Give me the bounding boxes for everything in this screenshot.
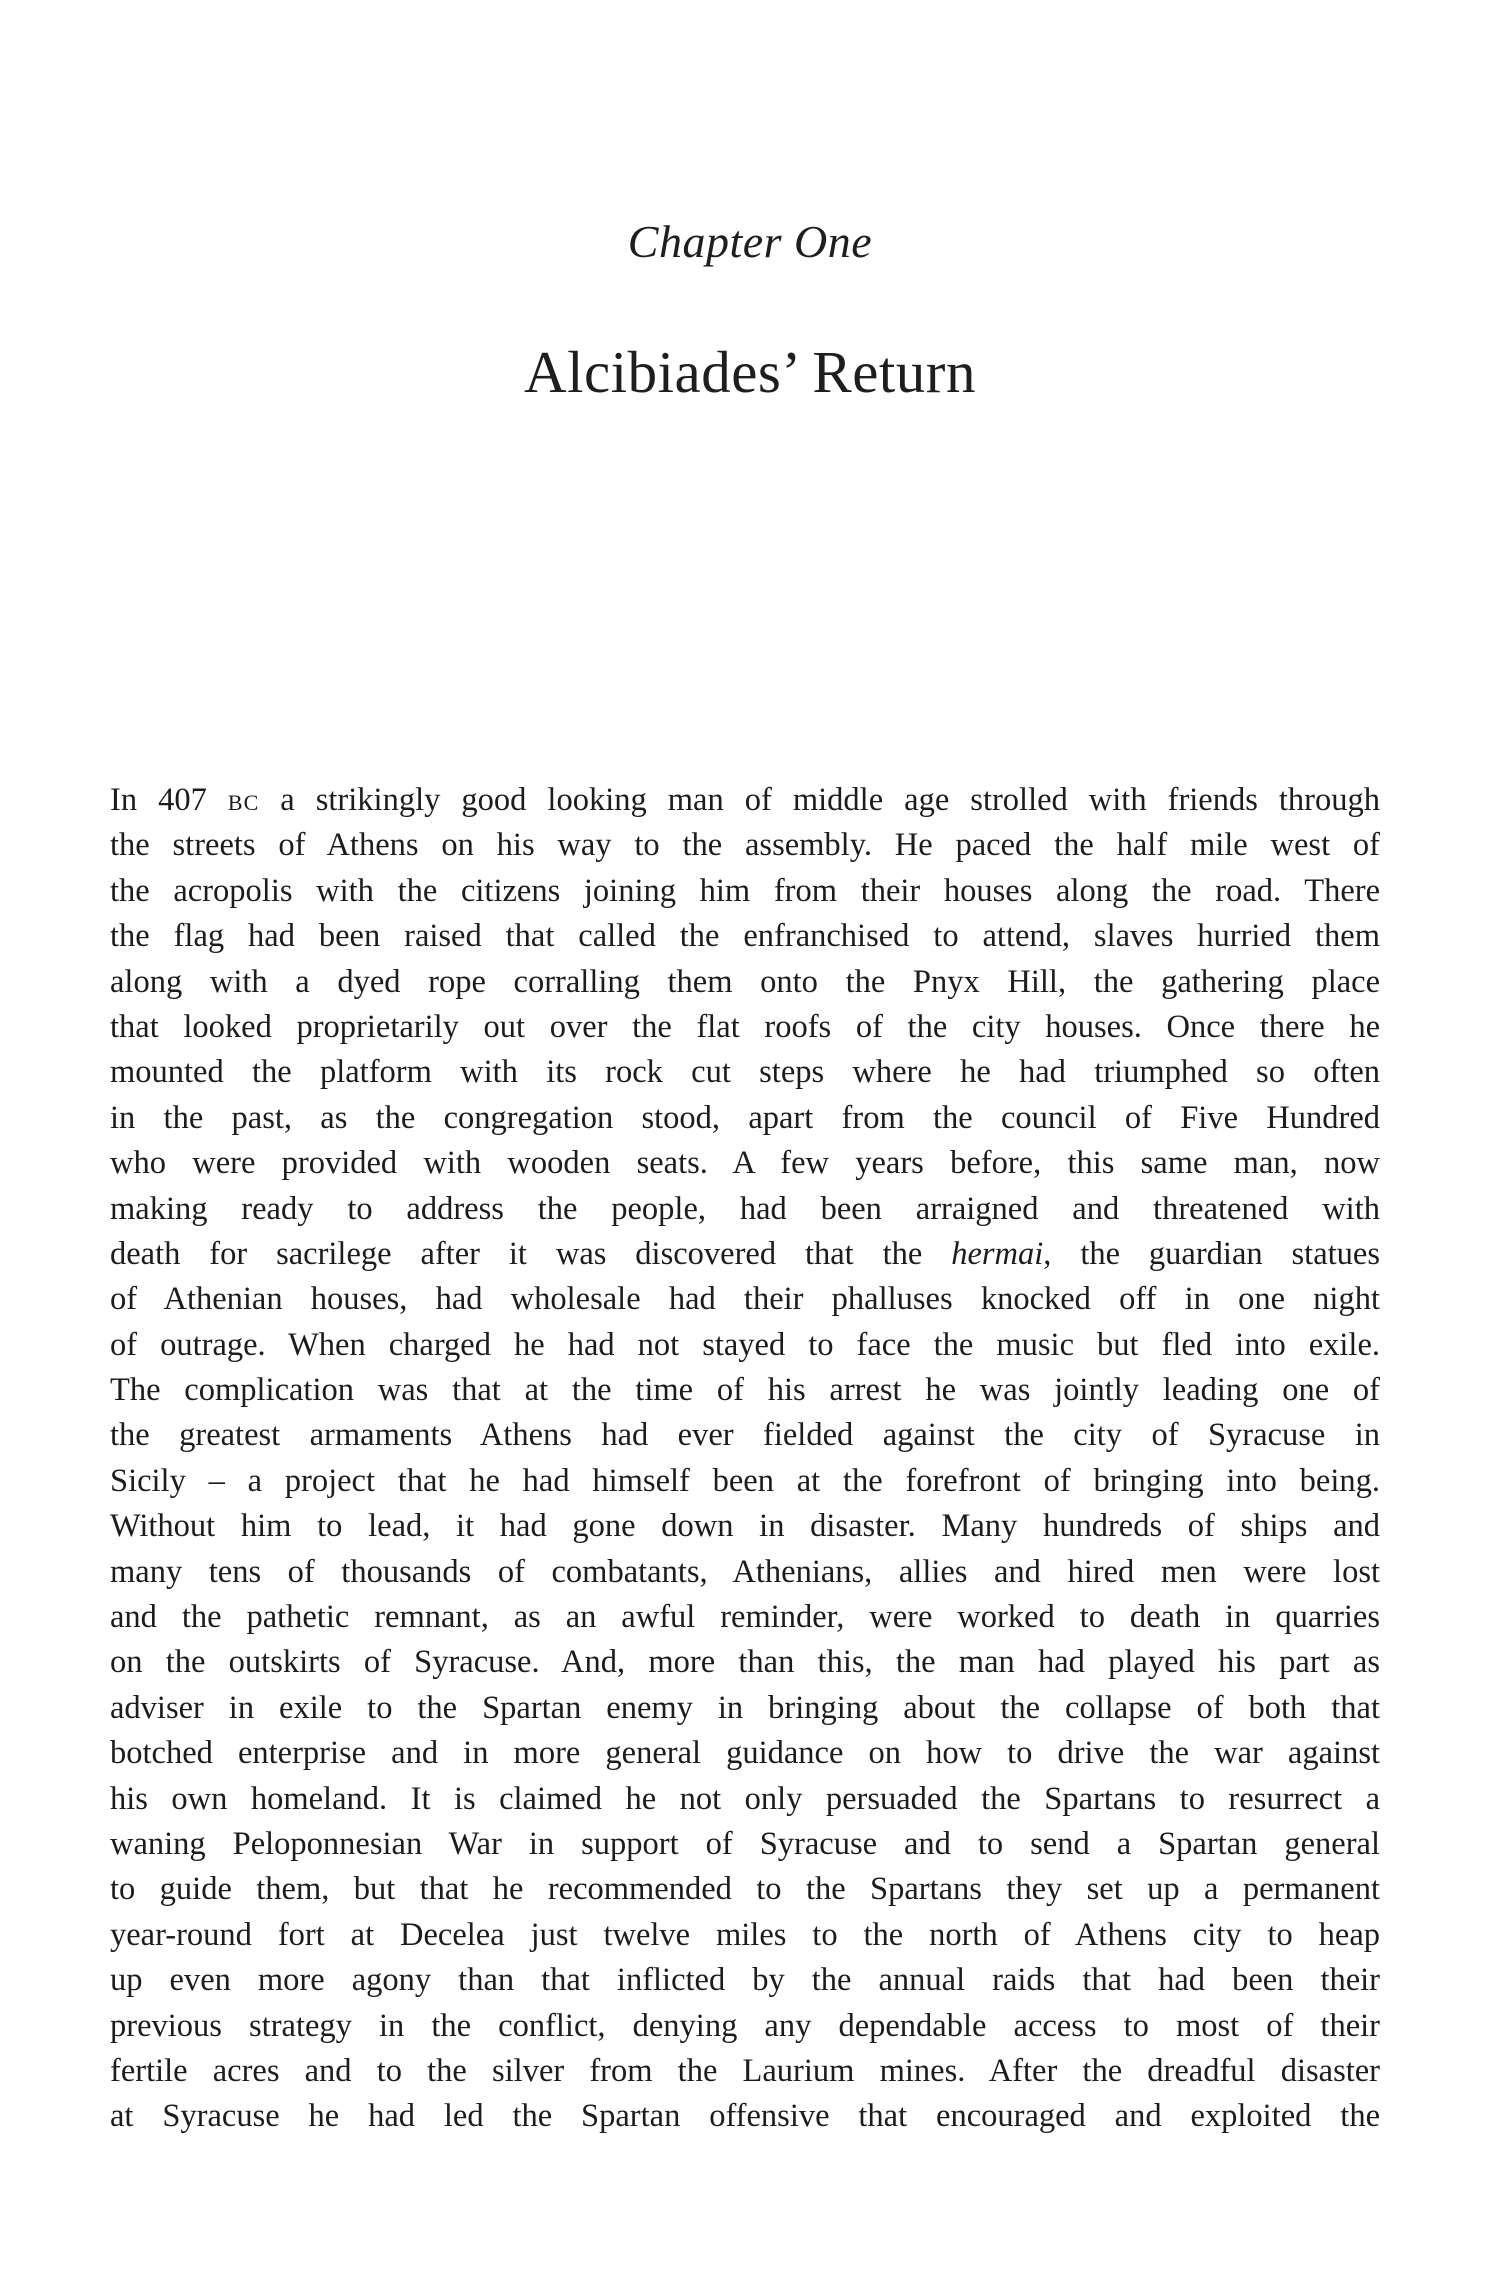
text-line: the greatest armaments Athens had ever fielded against the city of Syracuse in <box>110 1417 1380 1454</box>
text-line: and the pathetic remnant, as an awful reminder, were worked to death in quarries <box>110 1599 1380 1636</box>
text-line: botched enterprise and in more general guidance on how to drive the war against <box>110 1735 1380 1772</box>
text-line: of outrage. When charged he had not stayed to face the music but fled into exile. <box>110 1326 1380 1363</box>
text-line: at Syracuse he had led the Spartan offensive that encouraged and exploited the <box>110 2098 1380 2135</box>
text-line: up even more agony than that inflicted by the annual raids that had been their <box>110 1962 1380 1999</box>
text-line: his own homeland. It is claimed he not only persuaded the Spartans to resurrect a <box>110 1780 1380 1817</box>
body-paragraph <box>110 778 1380 2140</box>
chapter-label: Chapter One <box>627 216 873 267</box>
text-line: In 407 BC a strikingly good looking man of middle age strolled with friends through <box>110 782 1380 818</box>
text-line: making ready to address the people, had been arraigned and threatened with <box>110 1190 1380 1227</box>
text-line: the acropolis with the citizens joining him from their houses along the road. There <box>110 872 1380 909</box>
text-line: that looked proprietarily out over the flat roofs of the city houses. Once there he <box>110 1008 1380 1045</box>
text-line: who were provided with wooden seats. A few years before, this same man, now <box>110 1145 1380 1182</box>
small-caps-era: BC <box>227 790 260 815</box>
text-line: waning Peloponnesian War in support of Syracuse and to send a Spartan general <box>110 1825 1380 1862</box>
text-line: the flag had been raised that called the enfranchised to attend, slaves hurried them <box>110 918 1380 955</box>
text-line: mounted the platform with its rock cut steps where he had triumphed so often <box>110 1054 1380 1091</box>
italic-term: hermai <box>951 1235 1044 1272</box>
text-line: The complication was that at the time of his arrest he was jointly leading one of <box>110 1372 1380 1409</box>
text-line: Without him to lead, it had gone down in disaster. Many hundreds of ships and <box>110 1508 1380 1545</box>
chapter-title: Alcibiades’ Return <box>524 339 976 405</box>
text-line: to guide them, but that he recommended to the Spartans they set up a permanent <box>110 1871 1380 1908</box>
text-line: death for sacrilege after it was discovered that the hermai, the guardian statues <box>110 1235 1380 1272</box>
text-line: the streets of Athens on his way to the assembly. He paced the half mile west of <box>110 827 1380 864</box>
text-line: along with a dyed rope corralling them onto the Pnyx Hill, the gathering place <box>110 963 1380 1000</box>
text-line: many tens of thousands of combatants, Athenians, allies and hired men were lost <box>110 1553 1380 1590</box>
text-line: year-round fort at Decelea just twelve miles to the north of Athens city to heap <box>110 1916 1380 1953</box>
text-line: adviser in exile to the Spartan enemy in bringing about the collapse of both that <box>110 1689 1380 1726</box>
text-line: on the outskirts of Syracuse. And, more than this, the man had played his part as <box>110 1644 1380 1681</box>
text-line: previous strategy in the conflict, denying any dependable access to most of their <box>110 2007 1380 2044</box>
text-line: in the past, as the congregation stood, apart from the council of Five Hundred <box>110 1099 1380 1136</box>
text-line: fertile acres and to the silver from the Laurium mines. After the dreadful disaster <box>110 2052 1380 2089</box>
text-line: Sicily – a project that he had himself been at the forefront of bringing into being. <box>110 1462 1380 1499</box>
text-line: of Athenian houses, had wholesale had their phalluses knocked off in one night <box>110 1281 1380 1318</box>
